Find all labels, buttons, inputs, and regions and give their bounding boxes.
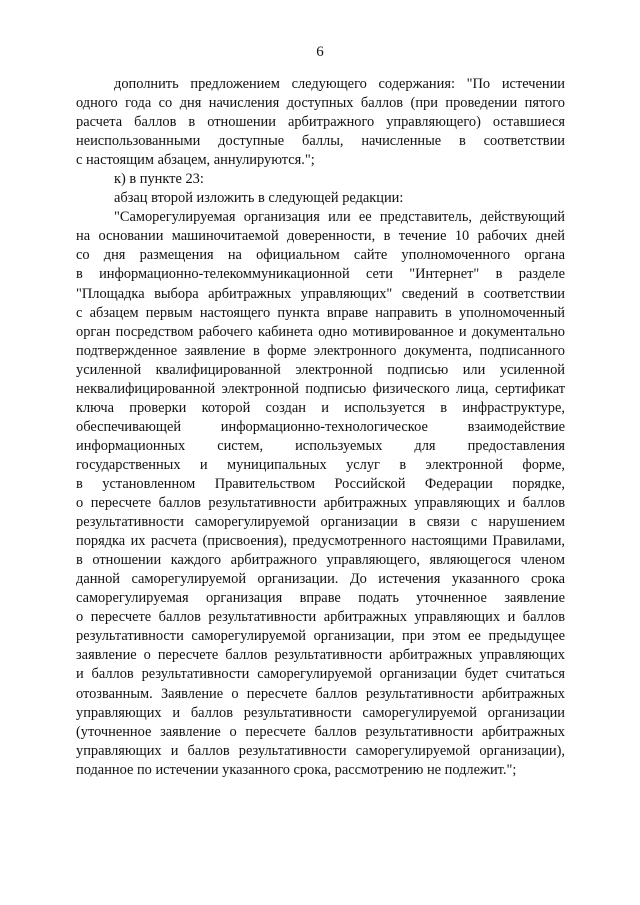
- page-number: 6: [316, 44, 324, 60]
- text-line: поданное по истечении указанного срока, рассмотрению не подлежит.";: [76, 761, 517, 778]
- text-line: одного года со дня начисления доступных баллов (при проведении пятого: [76, 95, 565, 112]
- text-line: со дня размещения на официальном сайте уполномоченного органа: [76, 247, 565, 264]
- text-line: заявление о пересчете баллов результативности арбитражных управляющих: [76, 647, 565, 664]
- text-line: к) в пункте 23:: [114, 171, 204, 188]
- text-line: неиспользованными доступные баллы, начисленные в соответствии: [76, 133, 565, 150]
- text-line: данной саморегулируемой организации. До истечения указанного срока: [76, 571, 565, 588]
- text-line: с абзацем первым настоящего пункта вправе направить в уполномоченный: [76, 304, 565, 321]
- text-line: расчета баллов в отношении арбитражного управляющего) оставшиеся: [76, 114, 565, 131]
- text-line: отозванным. Заявление о пересчете баллов результативности арбитражных: [76, 685, 565, 702]
- document-body: [76, 75, 565, 780]
- text-line: ключа проверки которой создан и используется в инфраструктуре,: [76, 399, 565, 416]
- text-line: подтвержденное заявление в форме электронного документа, подписанного: [76, 342, 565, 359]
- text-line: (уточненное заявление о пересчете баллов результативности арбитражных: [76, 723, 565, 740]
- text-line: обеспечивающей информационно-технологическое взаимодействие: [76, 418, 565, 435]
- text-line: и баллов результативности саморегулируемой организации будет считаться: [76, 666, 565, 683]
- text-line: усиленной квалифицированной электронной подписью или усиленной: [76, 361, 565, 378]
- text-line: на основании машиночитаемой доверенности, в течение 10 рабочих дней: [76, 228, 565, 245]
- text-line: "Саморегулируемая организация или ее представитель, действующий: [114, 209, 565, 226]
- text-line: неквалифицированной электронной подписью физического лица, сертификат: [76, 380, 565, 397]
- text-line: дополнить предложением следующего содержания: "По истечении: [114, 76, 565, 92]
- text-line: управляющих и баллов результативности саморегулируемой организации),: [76, 742, 565, 759]
- text-line: в информационно-телекоммуникационной сети "Интернет" в разделе: [76, 266, 565, 283]
- text-line: о пересчете баллов результативности арбитражных управляющих и баллов: [76, 609, 565, 626]
- text-line: о пересчете баллов результативности арбитражных управляющих и баллов: [76, 495, 565, 512]
- text-line: государственных и муниципальных услуг в электронной форме,: [76, 456, 565, 473]
- text-line: в отношении каждого арбитражного управляющего, являющегося членом: [76, 552, 565, 569]
- text-line: "Площадка выбора арбитражных управляющих" сведений в соответствии: [76, 285, 565, 302]
- text-line: в установленном Правительством Российской Федерации порядке,: [76, 475, 565, 492]
- text-line: саморегулируемая организация вправе подать уточненное заявление: [76, 590, 565, 607]
- text-line: информационных систем, используемых для предоставления: [76, 437, 565, 454]
- text-line: абзац второй изложить в следующей редакции:: [114, 190, 404, 207]
- text-line: результативности саморегулируемой организации в связи с нарушением: [76, 514, 565, 531]
- text-line: с настоящим абзацем, аннулируются.";: [76, 152, 315, 169]
- text-line: результативности саморегулируемой организации, при этом ее предыдущее: [76, 628, 565, 645]
- text-line: орган посредством рабочего кабинета одно мотивированное и документально: [76, 323, 565, 340]
- text-line: порядка их расчета (присвоения), предусмотренного настоящими Правилами,: [76, 533, 565, 550]
- text-line: управляющих и баллов результативности саморегулируемой организации: [76, 704, 565, 721]
